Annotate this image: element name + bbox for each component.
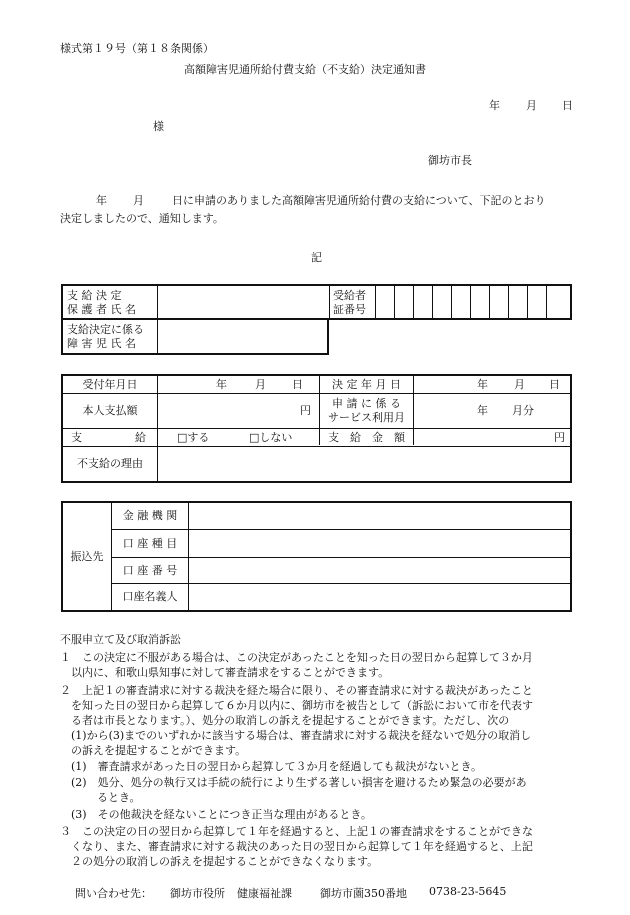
child-name-label-1: 支給決定に係る <box>67 323 144 336</box>
intro-text-line2: 決定しましたので、通知します。 <box>60 212 224 225</box>
appeal-p2-line5: の訴えを提起することができます。 <box>71 744 247 757</box>
appeal-p3-line3: ２の処分の取消しの訴えを提起することができなくなります。 <box>71 855 379 868</box>
receipt-date-label: 受付年月日 <box>82 377 138 391</box>
bank-label: 金 融 機 関 <box>122 509 178 522</box>
decision-date-label: 決 定 年 月 日 <box>332 377 401 391</box>
certificate-number-label-1: 受給者 <box>333 289 366 302</box>
intro-year: 年 <box>96 194 107 207</box>
appeal-p2-line3: る者は市長となります。）、処分の取消しの訴えを提起することができます。ただし、次の <box>71 714 510 727</box>
payment-yen: 円 <box>300 404 311 417</box>
appeal-sub2-line2: るとき。 <box>97 791 141 804</box>
service-month-label-1: 申 請 に 係 る <box>332 397 401 410</box>
decision-month: 月 <box>514 377 525 391</box>
receipt-day: 日 <box>292 377 303 391</box>
contact-label: 問い合わせ先： <box>75 887 152 900</box>
child-table <box>61 318 329 355</box>
payment-total-label: 支 給 金 額 <box>328 430 405 444</box>
appeal-p1-line1: １ この決定に不服がある場合は、この決定があったことを知った日の翌日から起算して３か月 <box>60 651 533 664</box>
appeal-p3-line1: ３ この決定の日の翌日から起算して１年を経過すると、上記１の審査請求をすることができな <box>60 825 533 838</box>
transfer-table <box>61 501 572 612</box>
contact-department: 健康福祉課 <box>237 887 292 900</box>
contact-office: 御坊市役所 <box>170 887 225 900</box>
payment-total-yen: 円 <box>554 430 565 444</box>
receipt-year: 年 <box>216 377 227 391</box>
service-month-suffix: 月分 <box>512 404 534 417</box>
decision-day: 日 <box>549 377 560 391</box>
contact-address: 御坊市薗350番地 <box>320 887 407 900</box>
intro-text-line1: 日に申請のありました高額障害児通所給付費の支給について、下記のとおり <box>172 194 546 207</box>
receipt-month: 月 <box>255 377 266 391</box>
non-payment-reason-label: 不支給の理由 <box>77 457 143 470</box>
appeal-sub1: (1) 審査請求があった日の翌日から起算して３か月を経過しても裁決がないとき。 <box>71 760 483 773</box>
shikyu-label-2: 給 <box>135 430 146 444</box>
child-name-field[interactable] <box>158 320 328 353</box>
guardian-name-label-2: 保 護 者 氏 名 <box>67 303 136 316</box>
child-name-label-2: 障 害 児 氏 名 <box>67 337 136 350</box>
issuer-name: 御坊市長 <box>428 154 472 167</box>
appeal-p3-line2: くなり、また、審査請求に対する裁決のあった日の翌日から起算して１年を経過すると、上記 <box>71 840 533 853</box>
appeal-p2-line2: を知った日の翌日から起算して６か月以内に、御坊市を被告として（訴訟において市を代表す <box>71 699 533 712</box>
appeal-p1-line2: 以内に、和歌山県知事に対して審査請求をすることができます。 <box>71 666 390 679</box>
date-day-label: 日 <box>562 99 573 112</box>
service-month-label-2: サービス利用月 <box>328 411 405 424</box>
appeal-sub3: (3) その他裁決を経ないことにつき正当な理由があるとき。 <box>71 808 372 821</box>
certificate-number-label-2: 証番号 <box>333 303 366 316</box>
appeal-p2-line4: (1)から(3)までのいずれかに該当する場合は、審査請求に対する裁決を経ないで処分の取消し <box>71 729 532 742</box>
transfer-destination-label: 振込先 <box>70 549 104 563</box>
appeal-p2-line1: ２ 上記１の審査請求に対する裁決を経た場合に限り、その審査請求に対する裁決があったこと <box>60 684 533 697</box>
appeal-sub2-line1: (2) 処分、処分の執行又は手続の続行により生ずる著しい損害を避けるため緊急の必要があ <box>71 776 527 789</box>
contact-phone: 0738-23-5645 <box>429 885 507 898</box>
decision-year: 年 <box>477 377 488 391</box>
account-number-label: 口 座 番 号 <box>122 563 178 577</box>
payment-amount-label: 本人支払額 <box>82 404 138 417</box>
guardian-name-label-1: 支 給 決 定 <box>67 289 122 302</box>
guardian-table <box>61 284 572 320</box>
date-month-label: 月 <box>526 99 537 112</box>
account-type-label: 口 座 種 目 <box>122 536 178 550</box>
form-number: 様式第１９号（第１８条関係） <box>60 42 214 55</box>
intro-month: 月 <box>133 194 144 207</box>
document-title: 高額障害児通所給付費支給（不支給）決定通知書 <box>184 63 426 76</box>
service-year: 年 <box>477 404 488 417</box>
date-year-label: 年 <box>489 99 500 112</box>
non-payment-reason-field[interactable] <box>158 447 568 481</box>
decision-table <box>61 374 572 483</box>
shikyu-label-1: 支 <box>71 430 82 444</box>
recipient-honorific: 様 <box>153 120 164 133</box>
appeal-heading: 不服申立て及び取消訴訟 <box>60 633 181 646</box>
shikyu-yes-checkbox[interactable]: □する <box>177 430 210 444</box>
guardian-name-field[interactable] <box>158 286 329 318</box>
account-holder-label: 口座名義人 <box>122 590 178 603</box>
shikyu-no-checkbox[interactable]: □しない <box>249 430 293 444</box>
ki-mark: 記 <box>311 251 322 264</box>
